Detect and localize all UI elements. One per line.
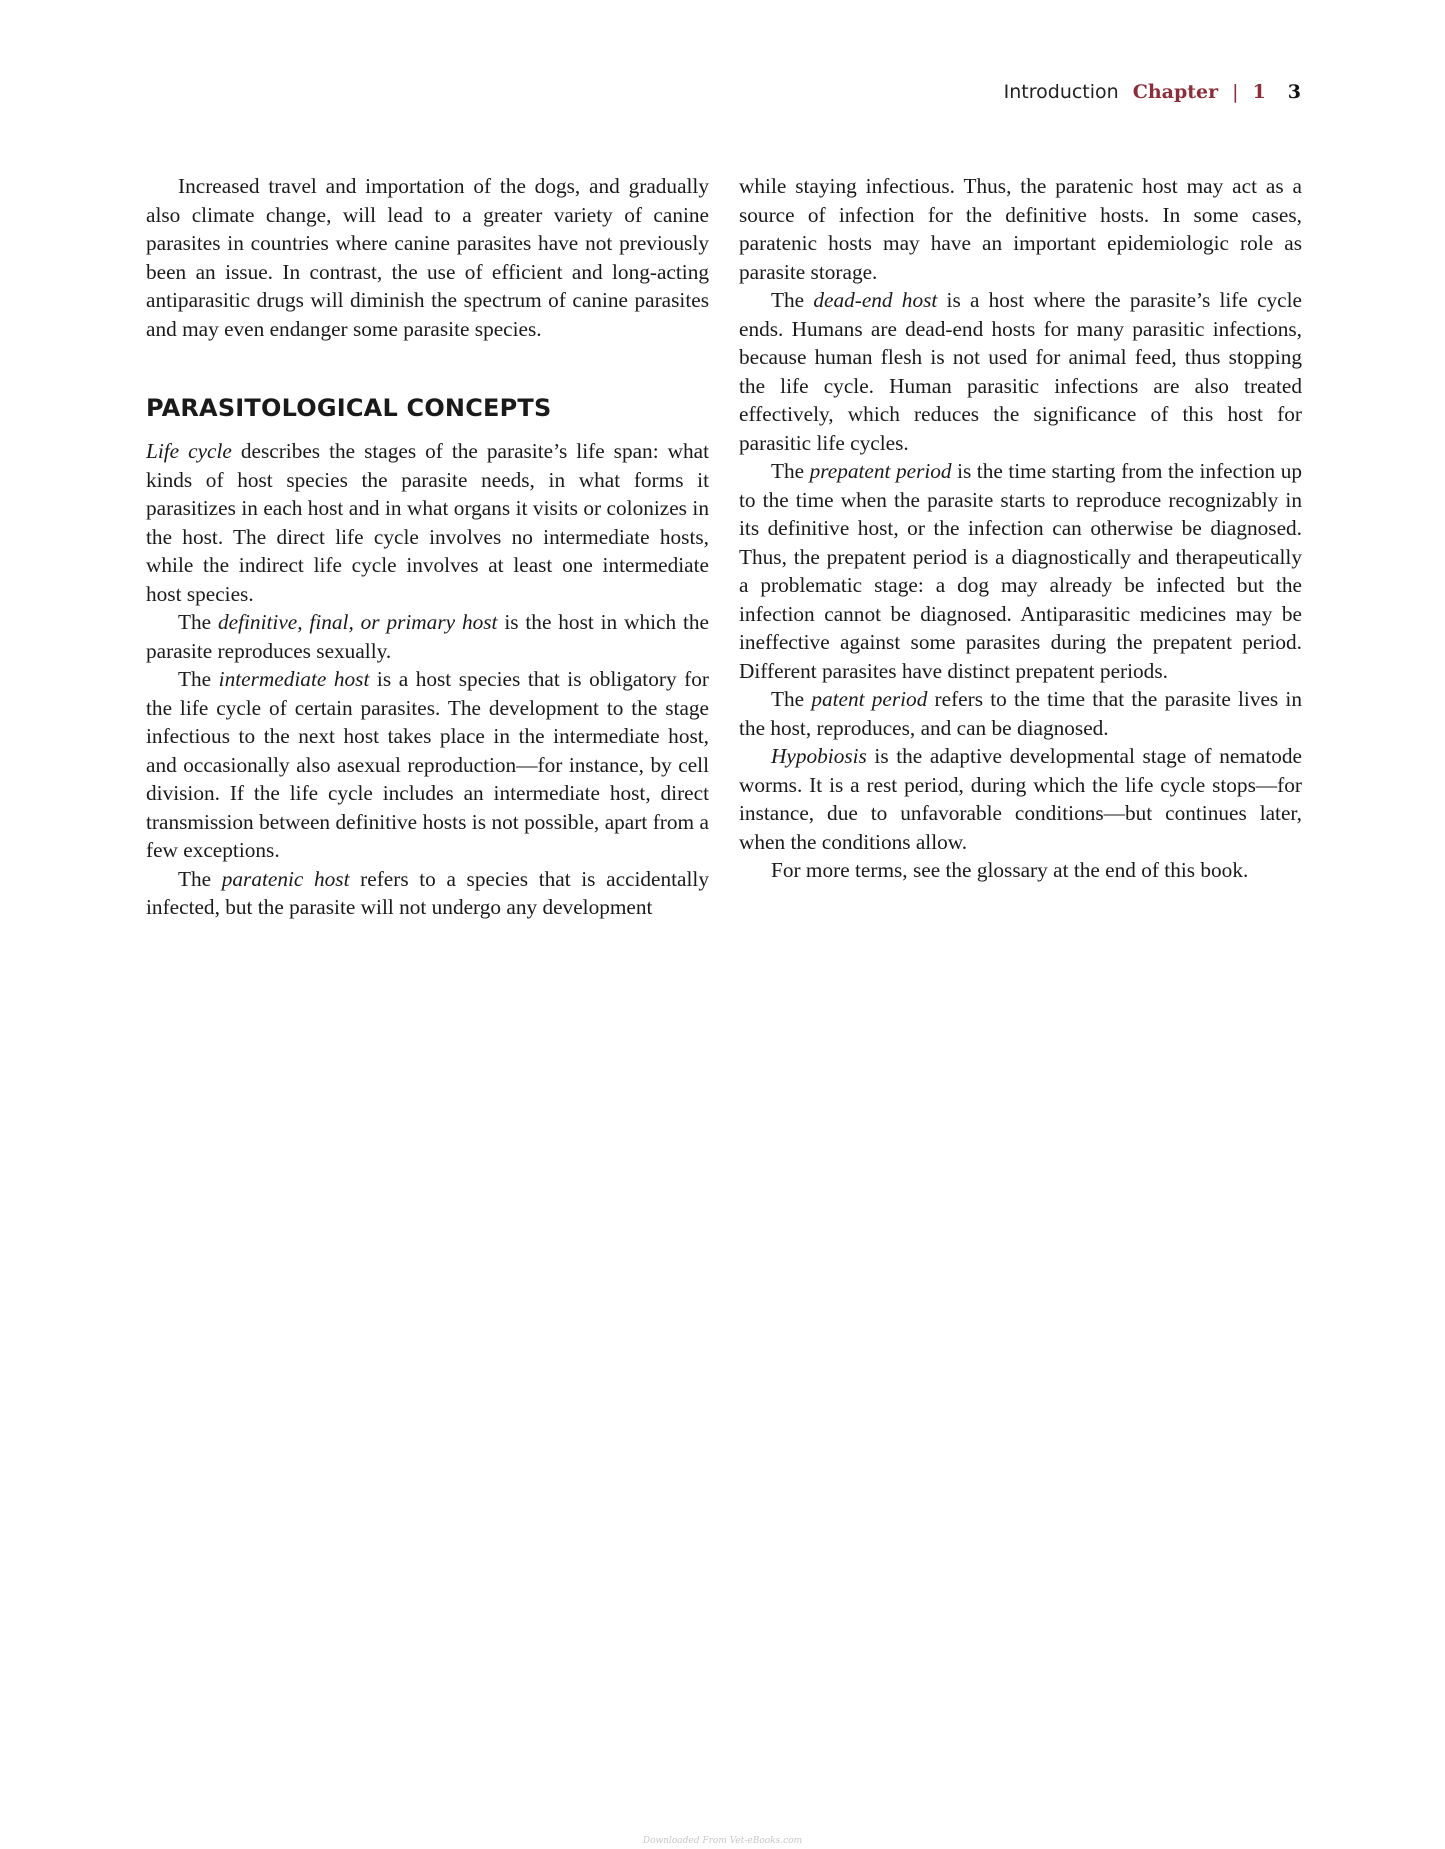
dead-end-prefix: The	[771, 288, 814, 312]
paragraph-definitive-host	[146, 608, 709, 665]
section-heading: PARASITOLOGICAL CONCEPTS	[146, 394, 552, 422]
paragraph-travel-importation: Increased travel and importation of the dogs, and gradually also climate change, will lead to a greater variety of canine parasites in countries where canine parasites have not previously been an issue. In contrast, the use of efficient and long-acting antiparasitic drugs will diminish the spectrum of canine parasites and may even endanger some parasite species.	[146, 174, 709, 341]
prepatent-prefix: The	[771, 459, 810, 483]
term-intermediate-host: intermediate host	[218, 667, 370, 691]
page-number: 3	[1287, 81, 1301, 103]
paragraph-life-cycle	[146, 437, 709, 608]
definitive-host-text: is the host in which the parasite reproduces sexually.	[146, 610, 709, 663]
running-head-section: Introduction	[1003, 81, 1119, 103]
term-dead-end-host: dead-end host	[813, 288, 938, 312]
intermediate-host-text: is a host species that is obligatory for the life cycle of certain parasites. The development to the stage infectious to the next host takes place in the intermediate host, and occasionally also asexual reproduction—for instance, by cell division. If the life cycle includes an intermediate host, direct transmission between definitive hosts is not possible, apart from a few exceptions.	[146, 667, 709, 862]
paratenic-host-text: refers to a species that is accidentally infected, but the parasite will not undergo any development	[146, 866, 709, 919]
term-paratenic-host: paratenic host	[221, 866, 350, 891]
paragraph-patent-period	[739, 685, 1302, 742]
patent-period-text: refers to the time that the parasite lives in the host, reproduces, and can be diagnosed.	[739, 687, 1302, 740]
paragraph-paratenic-host	[146, 865, 709, 922]
patent-prefix: The	[771, 687, 812, 711]
paragraph-prepatent-period	[739, 457, 1302, 685]
term-patent-period: patent period	[811, 687, 928, 711]
hypobiosis-text: is the adaptive developmental stage of nematode worms. It is a rest period, during which the life cycle stops—for instance, due to unfavorable conditions—but continues later, when the conditions allow.	[739, 744, 1302, 854]
paragraph-paratenic-continued: while staying infectious. Thus, the paratenic host may act as a source of infection for the definitive hosts. In some cases, paratenic hosts may have an important epidemiologic role as parasite storage.	[739, 174, 1302, 284]
intermediate-prefix: The	[178, 667, 219, 691]
paragraph-dead-end-host	[739, 286, 1302, 457]
running-head	[1004, 78, 1301, 106]
term-life-cycle: Life cycle	[146, 439, 232, 463]
paratenic-prefix: The	[178, 866, 222, 891]
life-cycle-text: describes the stages of the parasite’s life span: what kinds of host species the parasite needs, in what forms it parasitizes in each host and in what organs it visits or colonizes in the host. The direct life cycle involves no intermediate hosts, while the indirect life cycle involves at least one intermediate host species.	[146, 439, 709, 606]
prepatent-period-text: is the time starting from the infection up to the time when the parasite starts to reproduce recognizably in its definitive host, or the infection can otherwise be diagnosed. Thus, the prepatent period is a diagnostically and therapeutically a problematic stage: a dog may already be infected but the infection cannot be diagnosed. Antiparasitic medicines may be ineffective against some parasites during the prepatent period. Different parasites have distinct prepatent periods.	[739, 459, 1302, 683]
paragraph-hypobiosis	[739, 742, 1302, 856]
term-hypobiosis: Hypobiosis	[771, 744, 867, 768]
paragraph-intermediate-host	[146, 665, 709, 865]
left-column	[146, 172, 709, 922]
definitive-prefix: The	[178, 610, 218, 634]
running-head-separator: |	[1232, 81, 1239, 103]
download-watermark: Downloaded From Vet-eBooks.com	[642, 1836, 803, 1846]
right-column	[739, 172, 1302, 885]
term-definitive-host: definitive, final, or primary host	[217, 610, 498, 634]
term-prepatent-period: prepatent period	[809, 459, 952, 483]
running-head-chapter-label: Chapter	[1132, 81, 1219, 103]
running-head-chapter-number: 1	[1252, 81, 1266, 103]
paragraph-glossary-note: For more terms, see the glossary at the end of this book.	[771, 858, 1249, 882]
dead-end-host-text: is a host where the parasite’s life cycle ends. Humans are dead-end hosts for many parasitic infections, because human flesh is not used for animal feed, thus stopping the life cycle. Human parasitic infections are also treated effectively, which reduces the significance of this host for parasitic life cycles.	[739, 288, 1302, 455]
